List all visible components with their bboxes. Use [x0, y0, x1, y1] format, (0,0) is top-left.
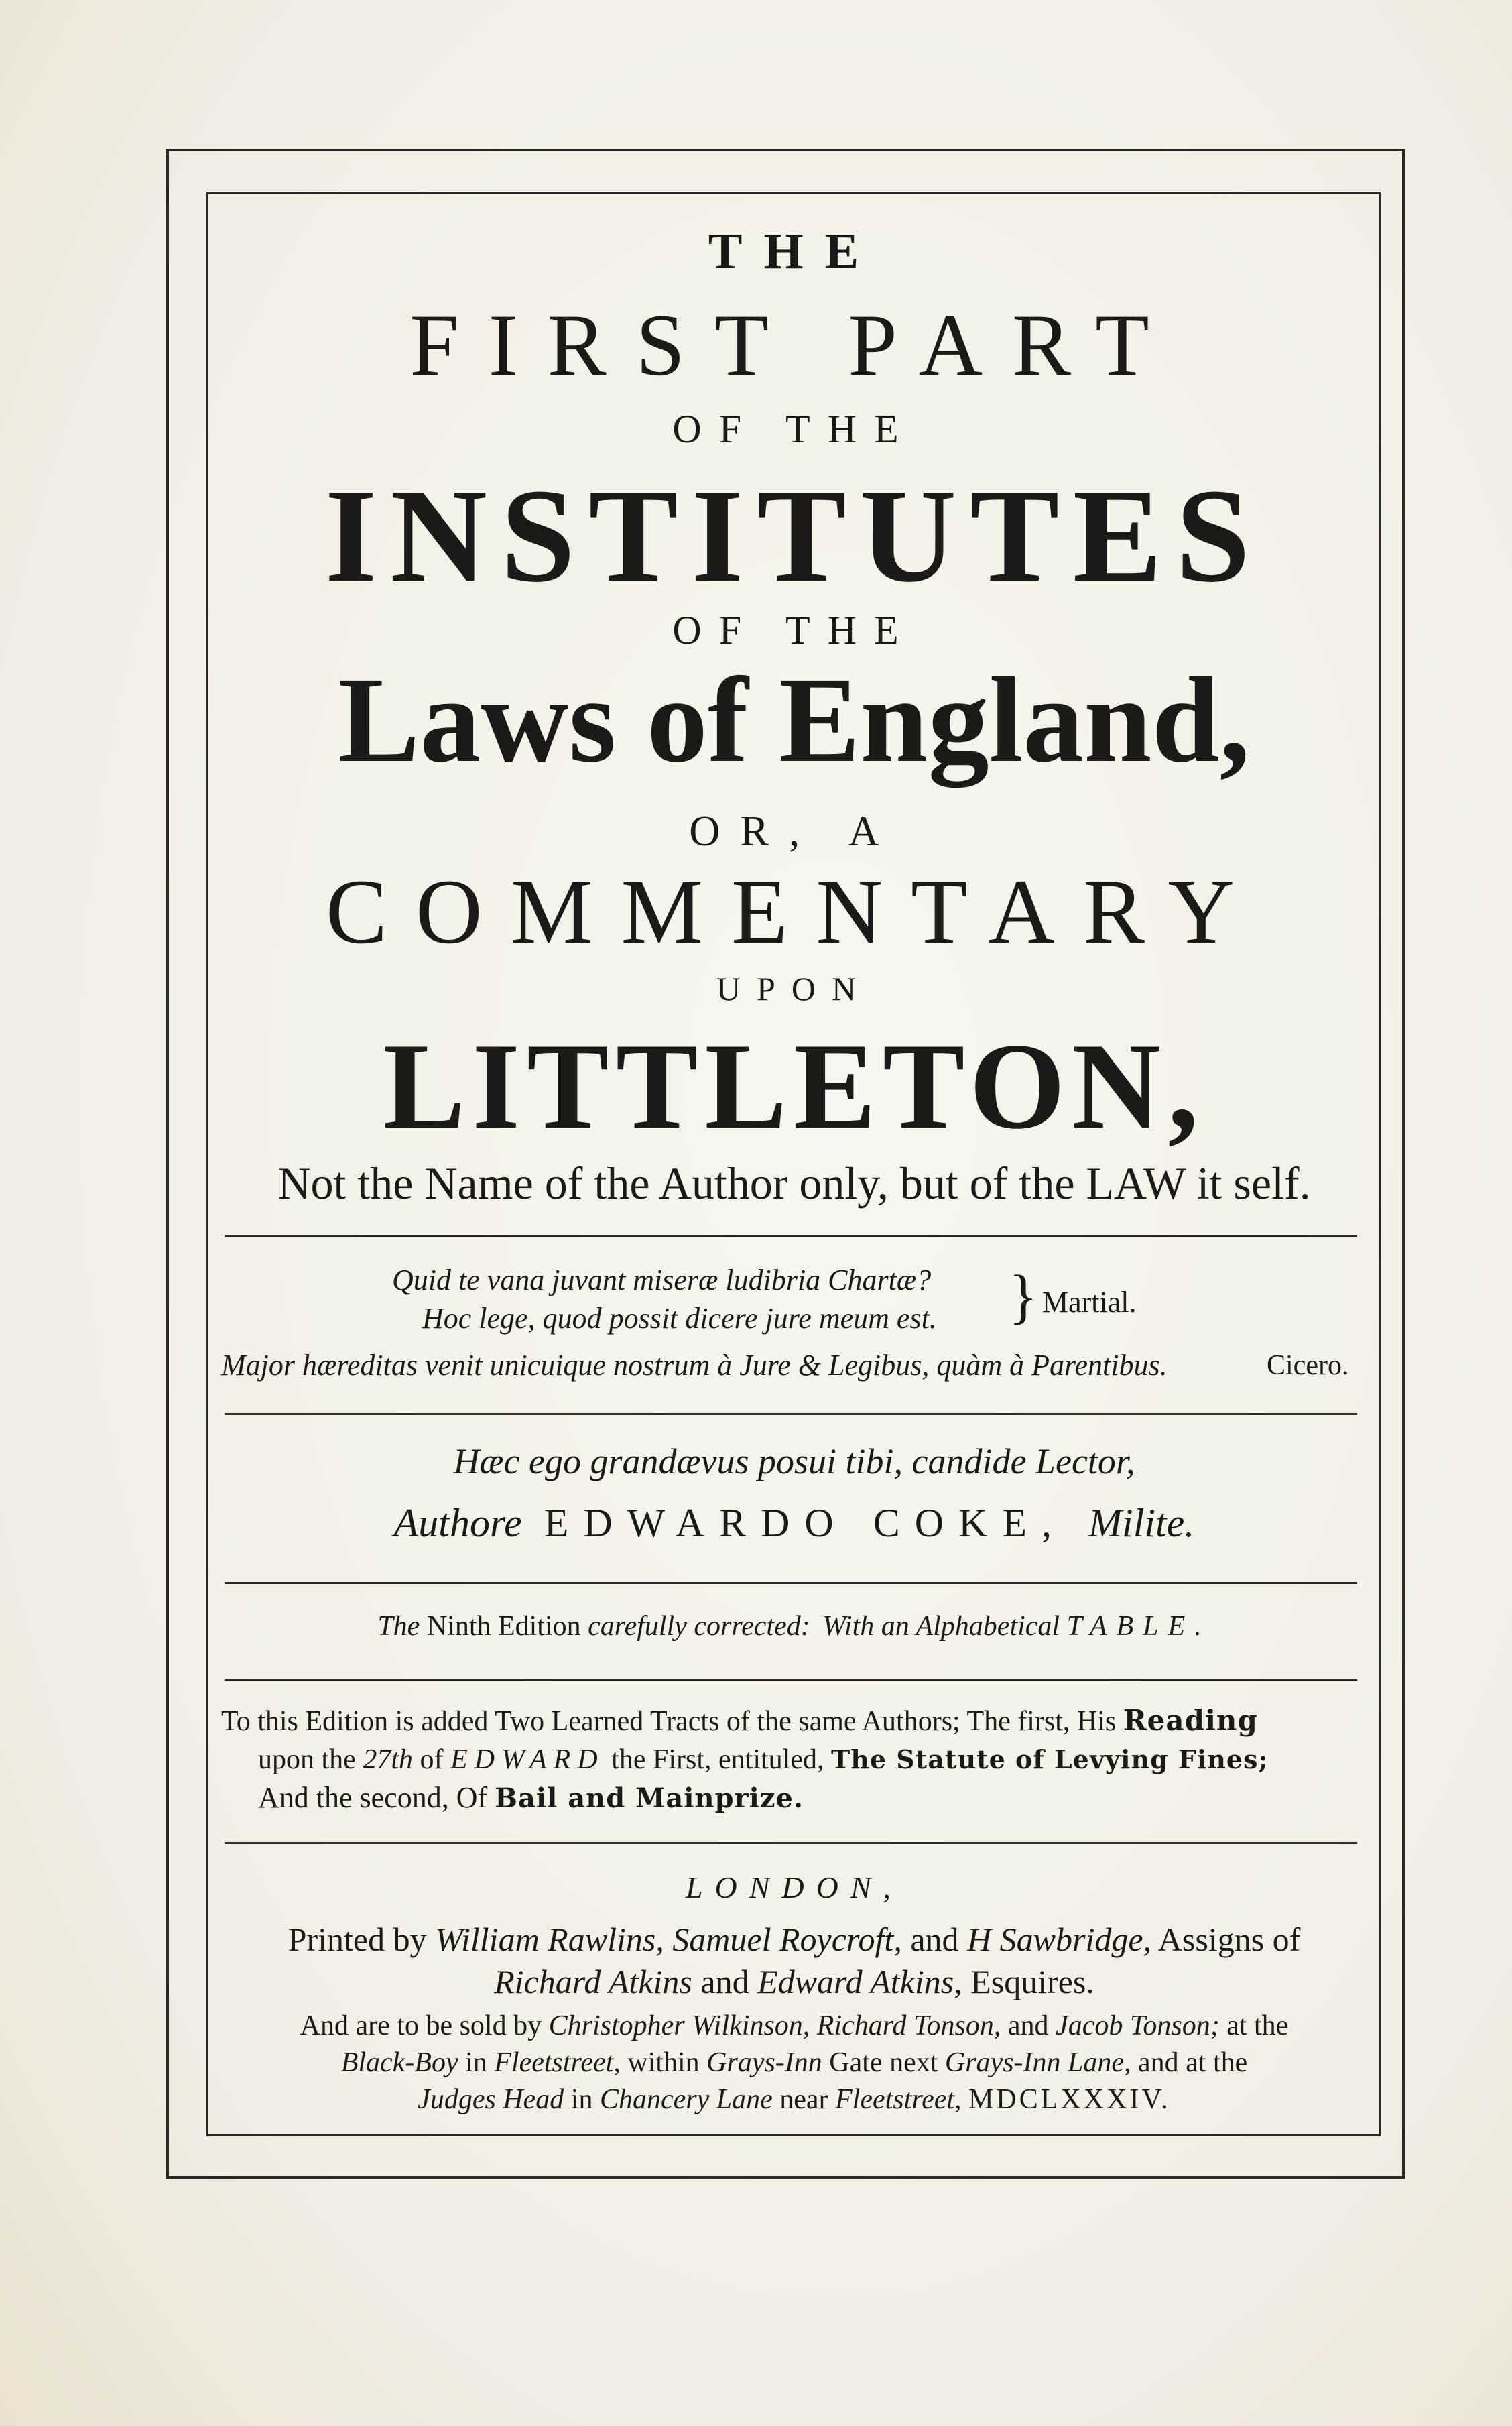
rule-3	[225, 1582, 1357, 1584]
edition-table: TABLE.	[1066, 1611, 1211, 1642]
rule-4	[225, 1679, 1357, 1681]
additions-l2-edward: EDWARD	[450, 1744, 605, 1775]
imprint-booksellers: Christopher Wilkinson, Richard Tonson,	[548, 2010, 1001, 2041]
motto-author-cicero: Cicero.	[1267, 1350, 1349, 1381]
additions-l1-reading: Reading	[1123, 1704, 1258, 1737]
additions-l2-of: of	[420, 1744, 444, 1775]
imprint-in-1: in	[465, 2047, 487, 2078]
rule-1	[225, 1235, 1357, 1237]
imprint-chancery-lane: Chancery Lane	[599, 2084, 773, 2115]
motto-author-martial: Martial.	[1042, 1286, 1137, 1319]
additions-l2-upon: upon the	[258, 1744, 356, 1775]
imprint-jacob-tonson: Jacob Tonson;	[1056, 2010, 1220, 2041]
title-the: THE	[708, 223, 881, 280]
motto-line-3: Major hæreditas venit unicuique nostrum à Jure & Legibus, quàm à Parentibus.	[221, 1349, 1168, 1382]
imprint-fleetstreet-2: Fleetstreet,	[835, 2084, 962, 2115]
title-of-the-1: OF THE	[672, 407, 916, 451]
title-littleton: LITTLETON,	[383, 1018, 1206, 1154]
authore-word: Authore	[393, 1501, 522, 1545]
imprint-black-boy: Black-Boy	[340, 2047, 458, 2078]
rule-5	[225, 1842, 1357, 1844]
imprint-and-1: and	[910, 1921, 959, 1958]
rule-2	[225, 1413, 1357, 1415]
imprint-and-at-the: and at the	[1138, 2047, 1248, 2078]
edition-ninth: Ninth Edition	[426, 1611, 581, 1642]
additions-l3-second: And the second,	[258, 1781, 449, 1814]
imprint-printers: William Rawlins, Samuel Roycroft,	[435, 1921, 902, 1958]
title-subtitle: Not the Name of the Author only, but of the LAW it self.	[277, 1158, 1311, 1209]
imprint-gate-next: Gate next	[829, 2047, 938, 2078]
imprint-date: MDCLXXXIV.	[968, 2084, 1171, 2115]
additions-line-1	[221, 1703, 1367, 1740]
imprint-in-2: in	[570, 2084, 593, 2115]
title-laws-of-england: Laws of England,	[338, 653, 1251, 788]
imprint-sold-by: And are to be sold by	[300, 2010, 542, 2041]
title-or-a: OR, A	[689, 807, 899, 855]
motto-line-2: Hoc lege, quod possit dicere jure meum est.	[422, 1302, 937, 1335]
dedication-author-line	[221, 1498, 1367, 1548]
imprint-within: within	[627, 2047, 700, 2078]
additions-l1-text: To this Edition is added Two Learned Tracts of the same Authors; The first, His	[221, 1706, 1117, 1737]
milite-word: Milite.	[1088, 1501, 1195, 1545]
imprint-printed-by: Printed by	[288, 1921, 427, 1958]
imprint-grays-inn: Grays-Inn	[706, 2047, 822, 2078]
motto-line-1: Quid te vana juvant miseræ ludibria Chartæ?	[392, 1264, 932, 1296]
imprint-edward-atkins: Edward Atkins,	[757, 1963, 962, 2000]
imprint-sold-line-3	[221, 2081, 1367, 2118]
imprint-sold-line-2	[221, 2045, 1367, 2081]
title-institutes: INSTITUTES	[324, 462, 1264, 610]
title-commentary: COMMENTARY	[325, 860, 1263, 963]
imprint-and-2: and	[700, 1963, 749, 2000]
title-upon: UPON	[716, 970, 873, 1008]
edition-with: With an Alphabetical	[822, 1611, 1060, 1642]
additions-l2-entituled: the First, entituled,	[611, 1744, 824, 1775]
brace-glyph: }	[1009, 1264, 1038, 1330]
additions-l3-bail: Bail and Mainprize.	[495, 1782, 804, 1814]
imprint-atkins-line	[221, 1961, 1367, 2002]
author-name: EDWARDO COKE,	[544, 1501, 1067, 1545]
additions-l2-27th: 27th	[363, 1744, 413, 1775]
imprint-and-3: and	[1007, 2010, 1049, 2041]
title-of-the-2: OF THE	[672, 608, 916, 652]
edition-the: The	[377, 1611, 420, 1642]
imprint-richard-atkins: Richard Atkins	[494, 1963, 692, 2000]
imprint-esquires: Esquires.	[970, 1963, 1094, 2000]
imprint-judges-head: Judges Head	[418, 2084, 564, 2115]
additions-line-3	[258, 1779, 1371, 1817]
dedication-line-1: Hæc ego grandævus posui tibi, candide Lector,	[453, 1441, 1135, 1481]
additions-l3-of: Of	[456, 1781, 488, 1814]
title-first-part: FIRST PART	[410, 296, 1179, 394]
additions-l2-statute: The Statute of Levying Fines;	[830, 1744, 1269, 1774]
imprint-sold-line-1	[221, 2008, 1367, 2044]
edition-line	[221, 1608, 1367, 1645]
edition-carefully: carefully corrected:	[588, 1611, 810, 1642]
imprint-at-the: at the	[1226, 2010, 1289, 2041]
imprint-assigns: Assigns of	[1157, 1921, 1301, 1958]
imprint-city: LONDON,	[685, 1870, 903, 1904]
additions-line-2	[258, 1742, 1371, 1778]
imprint-near: near	[779, 2084, 828, 2115]
imprint-sawbridge: H Sawbridge,	[967, 1921, 1152, 1958]
imprint-fleetstreet-1: Fleetstreet,	[494, 2047, 621, 2078]
imprint-printed-line	[221, 1919, 1367, 1960]
imprint-grays-inn-lane: Grays-Inn Lane,	[944, 2047, 1131, 2078]
